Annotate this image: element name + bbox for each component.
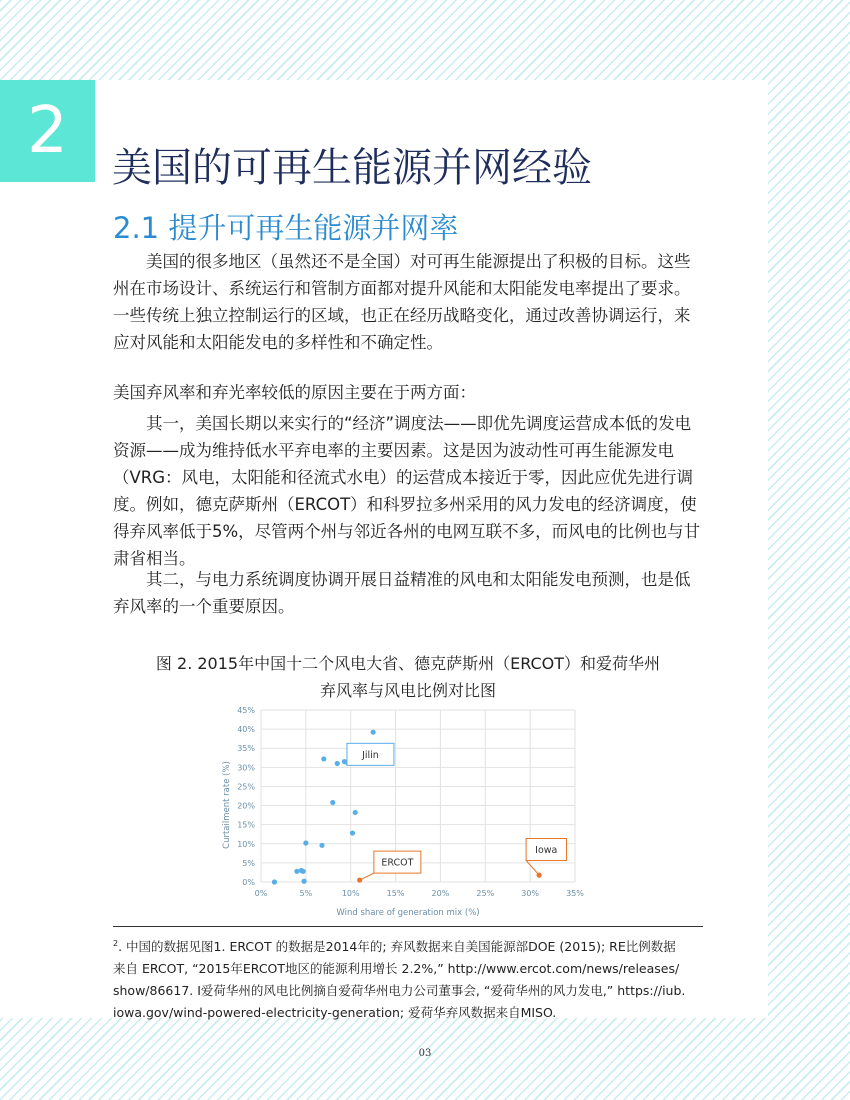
- footnote-divider: [113, 926, 703, 927]
- footnote-line-1: . 中国的数据见图1. ERCOT 的数据是2014年的; 弃风数据来自美国能源部DOE (2015); RE比例数据: [118, 939, 676, 955]
- annotation-label: Jilin: [362, 749, 379, 761]
- x-tick-label: 10%: [341, 889, 360, 898]
- footnote-line-4: iowa.gov/wind-powered-electricity-generation; 爱荷华弃风数据来自MISO.: [113, 1005, 557, 1021]
- data-point: [303, 840, 308, 845]
- y-axis-label: Curtailment rate (%): [222, 761, 232, 849]
- paragraph-4: 其二，与电力系统调度协调开展日益精准的风电和太阳能发电预测，也是低弃风率的一个重要原因。: [113, 570, 691, 616]
- footnote-marker: 2: [113, 939, 119, 948]
- x-tick-label: 25%: [476, 889, 495, 898]
- y-tick-label: 45%: [237, 706, 255, 715]
- paragraph-3: 其一，美国长期以来实行的“经济”调度法——即优先调度运营成本低的发电资源——成为维持低水平弃电率的主要因素。这是因为波动性可再生能源发电（VRG：风电，太阳能和径流式水电）的运营成本接近于零，因此应优先进行调度。例如，德克萨斯州（ERCOT）和科罗拉多州采用的风力发电的经济调度，使得弃风率低于5%，尽管两个州与邻近各州的电网互联不多，而风电的比例也与甘肃省相当。: [113, 414, 701, 568]
- footnote-line-2: 来自 ERCOT, “2015年ERCOT地区的能源利用增长 2.2%,” http://www.ercot.com/news/releases/: [113, 961, 680, 977]
- data-point: [350, 830, 355, 835]
- y-tick-label: 20%: [237, 801, 255, 811]
- data-point: [319, 843, 324, 848]
- x-tick-label: 5%: [299, 889, 313, 898]
- data-point: [357, 877, 362, 882]
- chart-annotations: [344, 743, 566, 880]
- annotation-label: Iowa: [535, 845, 558, 857]
- x-tick-label: 35%: [566, 889, 584, 898]
- data-point: [321, 756, 326, 761]
- data-point: [301, 879, 306, 884]
- x-tick-label: 15%: [386, 889, 405, 898]
- figure-caption: [113, 650, 703, 704]
- y-tick-label: 40%: [237, 725, 255, 735]
- figure-caption-line-2: 弃风率与风电比例对比图: [319, 681, 496, 700]
- data-point: [330, 800, 335, 805]
- paragraph-2: 美国弃风率和弃光率较低的原因主要在于两方面：: [113, 383, 476, 402]
- x-tick-label: 30%: [521, 889, 540, 898]
- y-tick-label: 25%: [237, 782, 255, 792]
- data-point: [371, 730, 376, 735]
- data-point: [537, 873, 542, 878]
- paragraph-1: 美国的很多地区（虽然还不是全国）对可再生能源提出了积极的目标。这些州在市场设计、系统运行和管制方面都对提升风能和太阳能发电率提出了要求。一些传统上独立控制运行的区域，也正在经历战略变化，通过改善协调运行，来应对风能和太阳能发电的多样性和不确定性。: [113, 252, 691, 352]
- chapter-number: 2: [27, 94, 68, 168]
- data-point: [353, 810, 358, 815]
- footnote: [113, 933, 703, 1024]
- data-point: [342, 759, 347, 764]
- data-point: [301, 869, 306, 874]
- page-number: 03: [418, 1048, 432, 1059]
- chapter-title: 美国的可再生能源并网经验: [112, 145, 592, 191]
- data-point: [335, 761, 340, 766]
- y-tick-label: 5%: [242, 858, 255, 868]
- x-tick-label: 20%: [431, 889, 450, 898]
- y-tick-label: 0%: [242, 878, 255, 887]
- footnote-line-3: show/86617. I爱荷华州的风电比例摘自爱荷华州电力公司董事会, “爱荷华州的风力发电,” https://iub.: [113, 983, 686, 999]
- y-tick-label: 35%: [237, 744, 255, 754]
- data-point: [272, 879, 277, 884]
- y-tick-label: 10%: [237, 839, 255, 849]
- x-tick-label: 0%: [254, 889, 268, 898]
- annotation-label: ERCOT: [381, 857, 414, 869]
- figure-caption-line-1: 图 2. 2015年中国十二个风电大省、德克萨斯州（ERCOT）和爱荷华州: [155, 654, 661, 673]
- y-tick-label: 15%: [237, 820, 255, 830]
- section-title: 2.1 提升可再生能源并网率: [113, 211, 459, 245]
- y-tick-label: 30%: [237, 763, 255, 773]
- x-axis-label: Wind share of generation mix (%): [336, 908, 480, 918]
- data-point: [294, 869, 299, 874]
- scatter-chart: [215, 702, 585, 920]
